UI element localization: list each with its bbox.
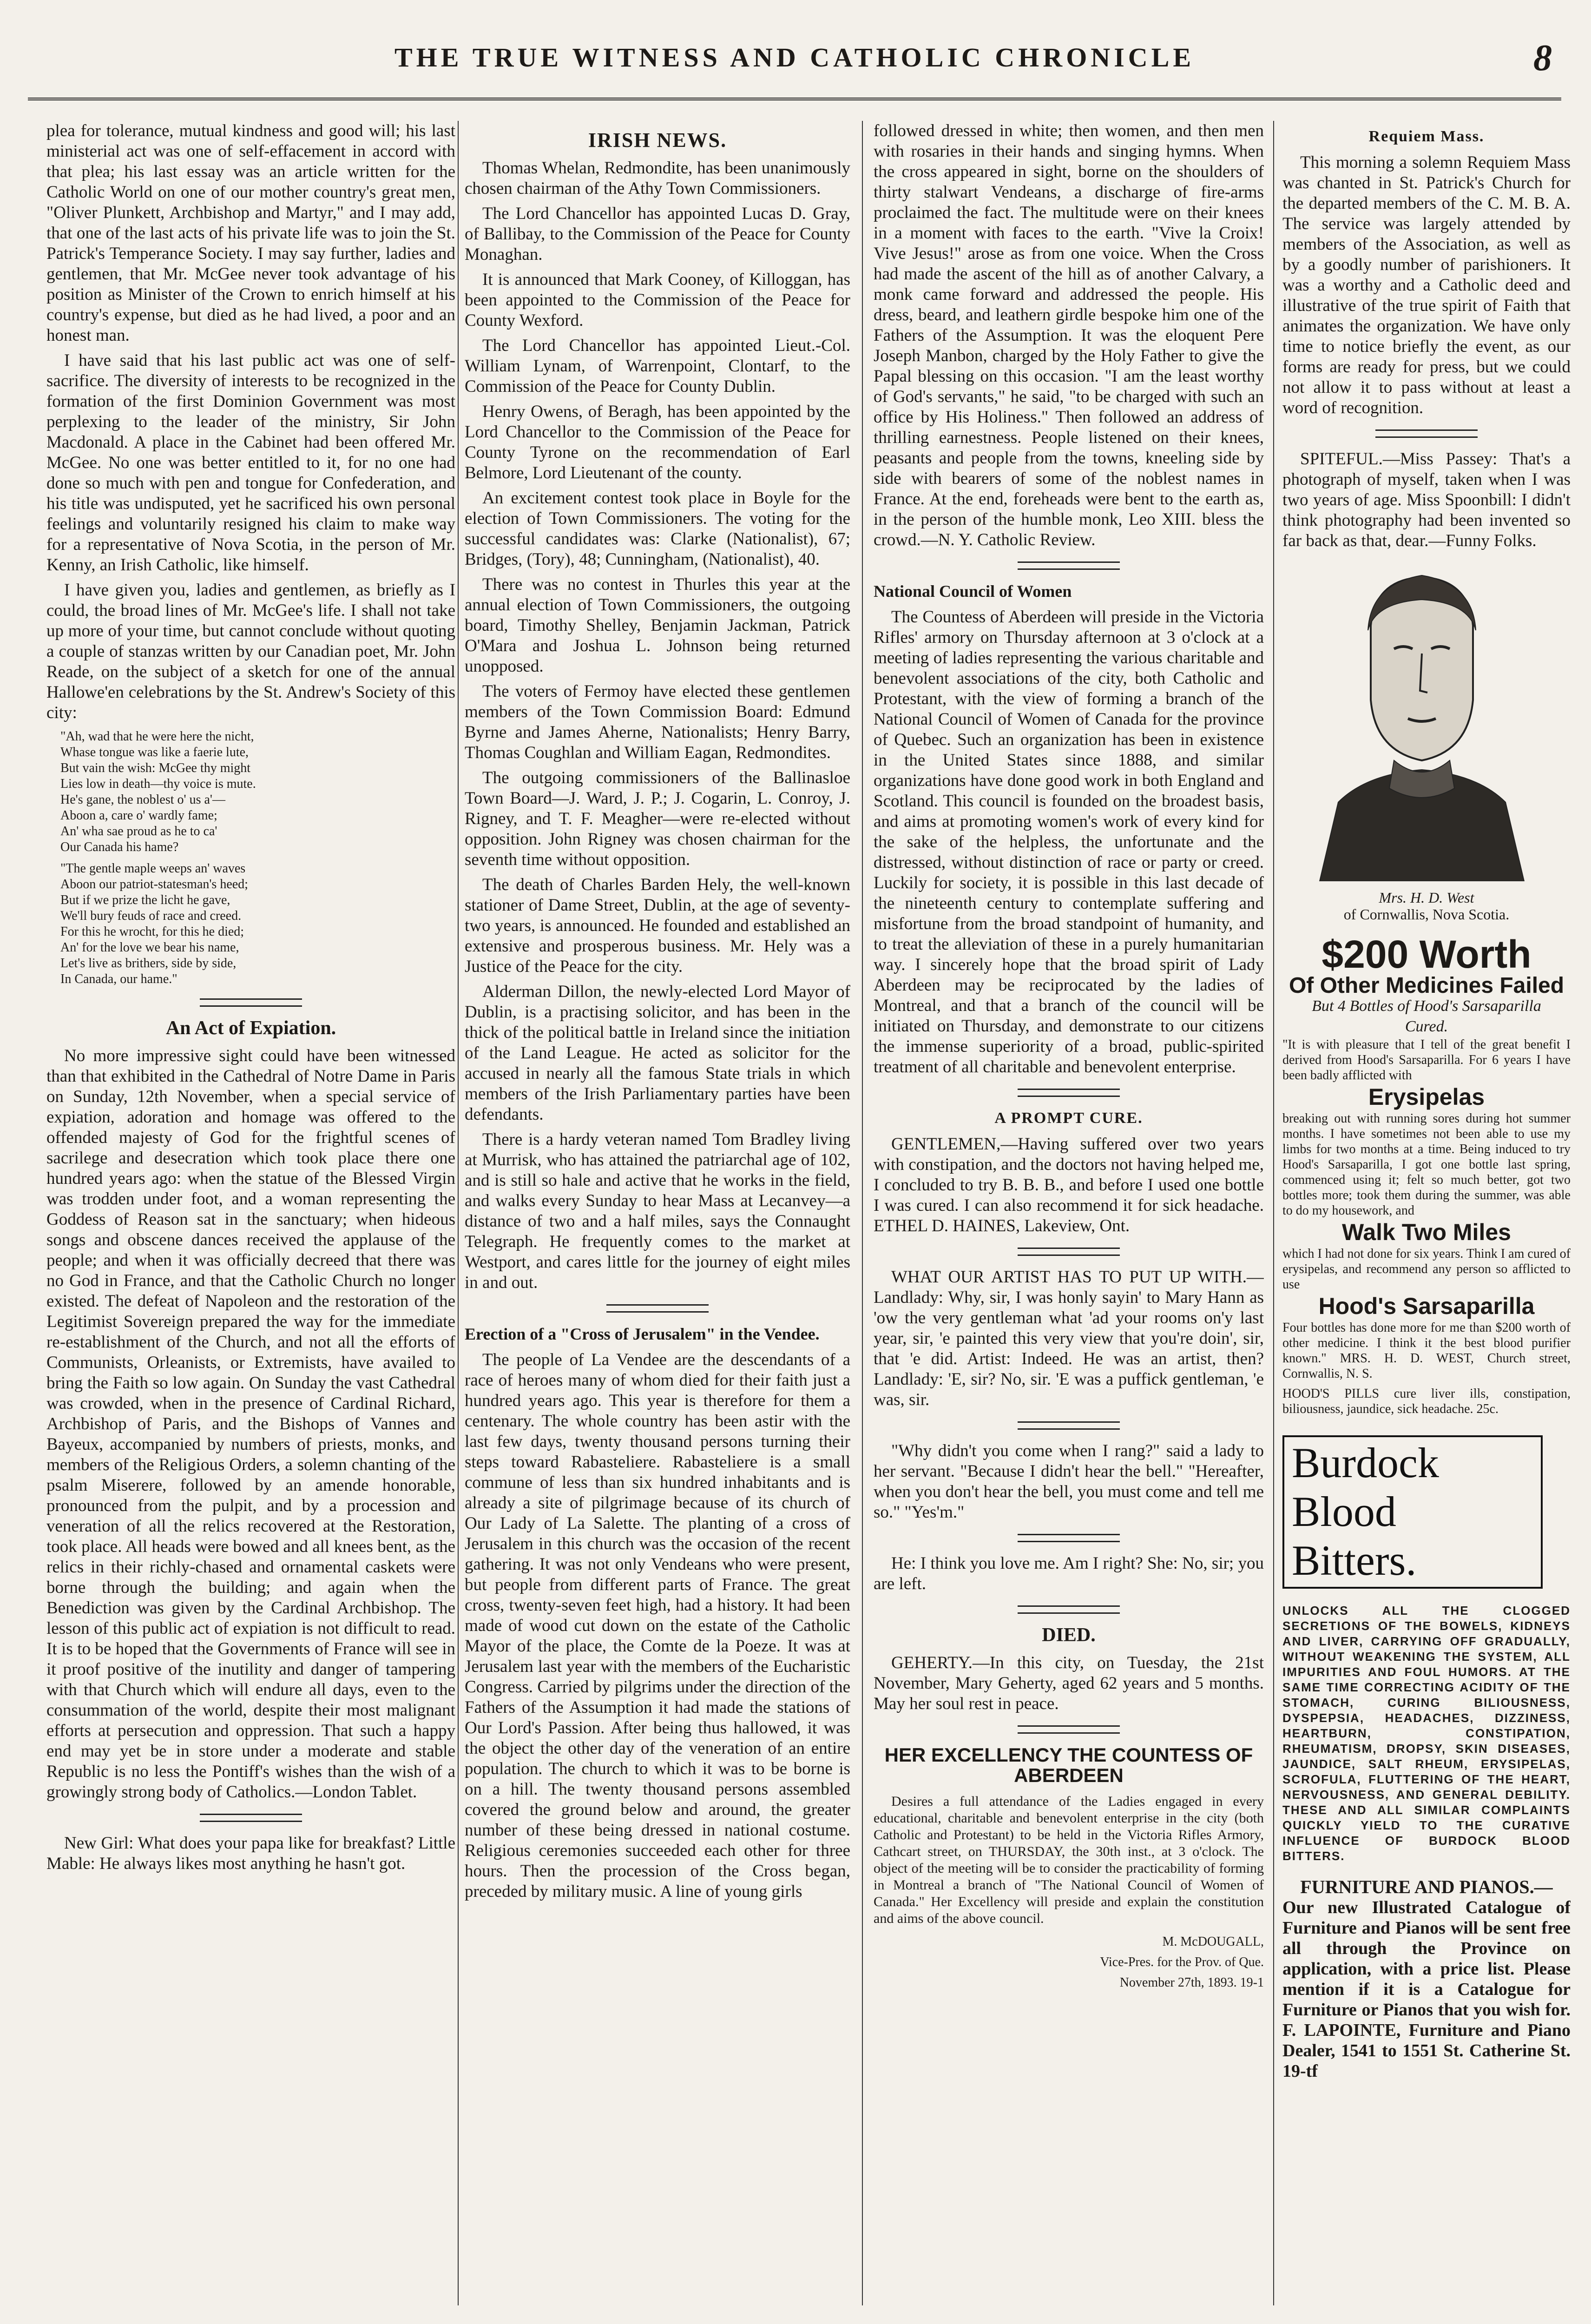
newspaper-title: THE TRUE WITNESS AND CATHOLIC CHRONICLE [394,42,1195,73]
article-paragraph: SPITEFUL.—Miss Passey: That's a photograph of myself, taken when I was two years of age. Miss Spoonbill: I didn't think photography had been invented so far back as that, dear.—Funny Folks. [1282,449,1571,550]
furniture-ad [1282,1877,1571,2081]
ad-heading: Erysipelas [1368,1084,1485,1110]
svg-text:Blood [1292,1488,1396,1535]
article-paragraph: New Girl: What does your papa like for breakfast? Little Mable: He always likes most anything he hasn't got. [46,1834,455,1873]
ad-paragraph: which I had not done for six years. Think I am cured of erysipelas, and recommend any person so afflicted to use [1282,1247,1571,1292]
section-divider [606,1304,709,1313]
news-item: There is a hardy veteran named Tom Bradley living at Murrisk, who has attained the patriarchal age of 102, and is still so hale and active that he works in the field, and walks every Sunday to hear Mass at Lecanvey—a distance of two and a half miles, says the Connaught Telegraph. He frequently comes to the market at Westport, and cares little for the journey of eight miles in and out. [465,1130,850,1292]
news-item: The death of Charles Barden Hely, the well-known stationer of Dame Street, Dublin, at the age of seventy-two years, is announced. He founded and established an extensive and prosperous business. Mr. Hely was a Justice of the Peace for the city. [465,875,850,976]
article-heading: An Act of Expiation. [165,1017,336,1039]
column-2 [465,121,850,2324]
signature: M. McDOUGALL, [1162,1934,1264,1949]
section-divider [1018,1248,1120,1256]
article-heading: National Council of Women [874,582,1072,601]
signature: November 27th, 1893. 19-1 [1119,1975,1264,1990]
ad-subheadline: Of Other Medicines Failed [1289,973,1565,998]
ad-heading: A PROMPT CURE. [994,1109,1143,1127]
section-divider [1018,1605,1120,1614]
ad-headline: $200 Worth [1321,932,1532,976]
section-divider [1018,1089,1120,1097]
ad-heading: Hood's Sarsaparilla [1318,1293,1535,1319]
article-paragraph: The people of La Vendee are the descendants of a race of heroes many of whom died for their faith just a hundred years ago. This year is therefore for them a centenary. The whole country has been astir with the last few days, twenty thousand persons turning their steps toward Rabasteliere. Rabasteliere is a small commune of less than six hundred inhabitants and is already a site of pilgrimage because of its church of Our Lady of La Salette. The planting of a cross of Jerusalem in this church was the occasion of the recent gathering. It was not only Vendeans who were present, but people from different parts of France. The great cross, twenty-seven feet high, had a history. It had been made of wood cut down on the estate of the Catholic Mayor of the place, the Comte de la Poeze. It was at Jerusalem last year with the members of the Eucharistic Congress. Carried by pilgrims under the direction of the Fathers of the Assumption it had made the stations of Our Lord's Passion. After being thus hallowed, it was the object the other day of the veneration of an entire population. The church to which it was to be borne is on a hill. The twenty thousand persons assembled covered the ground below and around, the greater number of these being dressed in national costume. Religious ceremonies succeeded each other for three hours. Then the procession of the Cross began, preceded by military music. A line of young girls [465,1350,850,1901]
section-divider [1018,1421,1120,1430]
news-item: The Lord Chancellor has appointed Lucas D. Gray, of Ballibay, to the Commission of the Peace for County Monaghan. [465,204,850,264]
column-rule [1273,121,1274,2305]
ad-tagline: But 4 Bottles of Hood's Sarsaparilla [1312,997,1541,1015]
news-item: There was no contest in Thurles this year at the annual election of Town Commissioners, the outgoing board, Timothy Shelley, Benjamin Jackman, Patrick O'Mara and Joshua L. Johnson being returned unopposed. [465,575,850,676]
article-paragraph: WHAT OUR ARTIST HAS TO PUT UP WITH.—Landlady: Why, sir, I was honly sayin' to Mary Hann as 'ow the very gentleman what 'ad your rooms on'y last year, sir, 'e painted this very view that you're doin', sir, that 'e did. Artist: Indeed. He was an artist, then? Landlady: 'E, sir? No, sir. 'E was a puffick gentleman, 'e was, sir. [874,1268,1264,1409]
ad-paragraph: HOOD'S PILLS cure liver ills, constipation, biliousness, jaundice, sick headache. 25c. [1282,1386,1571,1416]
ad-heading: FURNITURE AND PIANOS.— [1300,1876,1553,1897]
ad-paragraph: Four bottles has done more for me than $200 worth of other medicine. I think it the best blood purifier known." MRS. H. D. WEST, Church street, Cornwallis, N. S. [1282,1320,1571,1381]
masthead [28,23,1561,100]
section-divider [1018,1725,1120,1734]
news-item: The outgoing commissioners of the Ballinasloe Town Board—J. Ward, J. P.; J. Cogarin, L. Conroy, J. Rigney, and T. F. Meagher—were re-elected without opposition. John Rigney was chosen chairman for the seventh time without opposition. [465,768,850,869]
portrait-engraving [1282,561,1561,881]
logo-line: Bitters. [1292,1537,1417,1584]
section-divider [200,998,302,1007]
ad-paragraph: UNLOCKS ALL THE CLOGGED SECRETIONS OF THE BOWELS, KIDNEYS AND LIVER, CARRYING OFF GRADUALLY, WITHOUT WEAKENING THE SYSTEM, ALL IMPURITIES AND FOUL HUMORS. AT THE SAME TIME CORRECTING ACIDITY OF THE STOMACH, CURING BILIOUSNESS, DYSPEPSIA, HEADACHES, DIZZINESS, HEARTBURN, CONSTIPATION, RHEUMATISM, DROPSY, SKIN DISEASES, JAUNDICE, SALT RHEUM, ERYSIPELAS, SCROFULA, FLUTTERING OF THE HEART, NERVOUSNESS, AND GENERAL DEBILITY. THESE AND ALL SIMILAR COMPLAINTS QUICKLY YIELD TO THE CURATIVE INFLUENCE OF BURDOCK BLOOD BITTERS. [1282,1604,1571,1863]
article-heading: Requiem Mass. [1368,128,1485,145]
signature: Vice-Pres. for the Prov. of Que. [1100,1955,1264,1969]
news-item: It is announced that Mark Cooney, of Killoggan, has been appointed to the Commission of the Peace for County Wexford. [465,270,850,330]
article-paragraph: The Countess of Aberdeen will preside in the Victoria Rifles' armory on Thursday afternoon at 3 o'clock at a meeting of ladies representing the various charitable and benevolent associations of the city, both Catholic and Protestant, with the view of forming a branch of the National Council of Women of Canada for the province of Quebec. Such an organization has been in existence in the United States since 1888, and similar organizations have done good work in both England and Scotland. This council is founded on the broadest basis, and aims at promoting women's work of every kind for the sake of the helpless, the unfortunate and the distressed, without distinction of race or party or creed. Luckily for society, it is possible in this last decade of the nineteenth century to contemplate suffering and misfortune from the broad standpoint of humanity, and to treat the alleviation of these in a purely humanitarian way. I sincerely hope that the broad spirit of Lady Aberdeen may be reciprocated by the ladies of Montreal, and that a branch of the council will be initiated on Thursday, and demonstrate to our citizens the immense superiority of a broad, public-spirited treatment of all charitable and benevolent enterprise. [874,607,1264,1076]
logo-line: Blood [1292,1488,1396,1535]
ad-tagline: Cured. [1405,1018,1448,1035]
article-heading: Erection of a "Cross of Jerusalem" in the Vendee. [465,1325,820,1343]
logo-line: Burdock [1292,1439,1439,1486]
ad-paragraph: "It is with pleasure that I tell of the great benefit I derived from Hood's Sarsaparilla. For 6 years I have been badly afflicted with [1282,1037,1571,1083]
notice-heading: HER EXCELLENCY THE COUNTESS OF ABERDEEN [884,1744,1253,1786]
page-number: 8 [1533,38,1552,79]
poem-stanza: "Ah, wad that he were here the nicht, Whase tongue was like a faerie lute, But vain the wish: McGee thy might Lies low in death—thy voice is mute. He's gane, the noblest o' us a'— Aboon a, care o' wardly fame; An' wha sae proud as he to ca' Our Canada his hame? [60,729,256,854]
column-rule [862,121,863,2305]
section-divider [1375,429,1478,438]
column-rule [458,121,459,2305]
article-paragraph: I have given you, ladies and gentlemen, as briefly as I could, the broad lines of Mr. McGee's life. I shall not take up more of your time, but cannot conclude without quoting a couple of stanzas written by our Canadian poet, Mr. John Reade, on the subject of a sketch for one of the annual Hallowe'en celebrations by the St. Andrew's Society of this city: [46,581,455,722]
article-paragraph: He: I think you love me. Am I right? She: No, sir; you are left. [874,1554,1264,1593]
ad-paragraph: GENTLEMEN,—Having suffered over two years with constipation, and the doctors not having helped me, I concluded to try B. B. B., and before I used one bottle I was cured. I can also recommend it for sick headache. ETHEL D. HAINES, Lakeview, Ont. [874,1135,1264,1235]
notice-paragraph: Desires a full attendance of the Ladies engaged in every educational, charitable and benevolent enterprise in the city (both Catholic and Protestant) to be held in the Victoria Rifles Armory, Cathcart street, on THURSDAY, the 30th inst., at 3 o'clock. The object of the meeting will be to consider the practicability of forming in Montreal a branch of "The National Council of Women of Canada." Her Excellency will preside and explain the constitution and aims of the above council. [874,1794,1264,1926]
article-paragraph: This morning a solemn Requiem Mass was chanted in St. Patrick's Church for the departed members of the C. M. B. A. The service was largely attended by members of the Association, as well as by a goodly number of parishioners. It was a worthy and a Catholic deed and illustrative of the true spirit of Faith that animates the organization. We have only time to notice briefly the event, as our forms are ready for press, but we could not allow it to pass without at least a word of recognition. [1282,153,1571,417]
news-item: Alderman Dillon, the newly-elected Lord Mayor of Dublin, is a practising solicitor, and has been in the thick of the political battle in Ireland since the initiation of the Land League. He acted as solicitor for the accused in nearly all the famous State trials in which members of the Irish Parliamentary parties have been defendants. [465,982,850,1124]
portrait-caption: Mrs. H. D. West [1379,889,1474,906]
ad-paragraph: Our new Illustrated Catalogue of Furniture and Pianos will be sent free all through the Province on application, with a price list. Please mention if it is a Catalogue for Furniture or Pianos that you wish for. F. LAPOINTE, Furniture and Piano Dealer, 1541 to 1551 St. Catherine St. 19-tf [1282,1898,1571,2081]
article-paragraph: I have said that his last public act was one of self-sacrifice. The diversity of interests to be recognized in the formation of the first Dominion Government was most perplexing to the leader of the ministry, Sir John Macdonald. A place in the Cabinet had been offered Mr. McGee. No one was better entitled to it, for no one had done so much with pen and tongue for Confederation, and his title was undisputed, yet he sacrificed his own personal feelings and voluntarily resigned his claim to make way for a representative of Nova Scotia, in the person of Mr. Kenny, an Irish Catholic, like himself. [46,351,455,574]
portrait-caption: of Cornwallis, Nova Scotia. [1343,906,1510,923]
column-4 [1282,121,1571,2324]
article-paragraph: followed dressed in white; then women, and then men with rosaries in their hands and singing hymns. When the cross appeared in sight, borne on the shoulders of thirty stalwart Vendeans, a discharge of fire-arms proclaimed the fact. The multitude were on their knees in a moment with faces to the earth. "Vive la Croix! Vive Jesus!" arose as from one voice. When the Cross had made the ascent of the hill as of another Calvary, a monk came forward and addressed the people. His dress, beard, and leathern girdle bespoke him one of the Fathers of the Assumption. It was the eloquent Pere Joseph Manbon, charged by the Holy Father to give the Papal blessing on this occasion. "I am the least worthy of God's servants," he said, "to be charged with such an office by His Holiness." Then followed an address of thrilling earnestness. People listened on their knees, peasants and people from the towns, kneeling side by side with bearers of some of the noblest names in France. At the end, foreheads were bent to the earth as, in the person of the humble monk, Leo XIII. bless the crowd.—N. Y. Catholic Review. [874,121,1264,549]
article-paragraph: "Why didn't you come when I rang?" said a lady to her servant. "Because I didn't hear the bell." "Hereafter, when you don't hear the bell, you must come and tell me so." "Yes'm." [874,1441,1264,1522]
news-item: The voters of Fermoy have elected these gentlemen members of the Town Commission Board: Edmund Byrne and James Aherne, Nationalists; Henry Barry, Thomas Coughlan and William Eagan, Redmondites. [465,682,850,762]
ad-heading: Walk Two Miles [1342,1219,1511,1245]
burdock-blood-bitters-logo [1282,1435,1543,1589]
article-paragraph: plea for tolerance, mutual kindness and good will; his last ministerial act was one of self-effacement in accord with that plea; his last essay was an article written for the Catholic World on one of our mother country's great men, "Oliver Plunkett, Archbishop and Martyr," and I may add, that one of the last acts of his private life was to join the St. Patrick's Temperance Society. I may say further, ladies and gentlemen, that Mr. McGee never took advantage of his position as Minister of the Crown to enrich himself at his country's expense, but died as he had lived, a poor and an honest man. [46,121,455,345]
section-divider [1018,561,1120,570]
section-divider [200,1814,302,1822]
section-divider [1018,1534,1120,1542]
news-item: An excitement contest took place in Boyle for the election of Town Commissioners. The voting for the successful candidates was: Clarke (Nationalist), 67; Bridges, (Tory), 48; Cunningham, (Nationalist), 40. [465,489,850,569]
svg-text:Burdock [1292,1439,1439,1486]
news-item: Henry Owens, of Beragh, has been appointed by the Lord Chancellor to the Commission of the Peace for County Tyrone on the recommendation of Earl Belmore, Lord Lieutenant of the county. [465,402,850,482]
news-item: Thomas Whelan, Redmondite, has been unanimously chosen chairman of the Athy Town Commissioners. [465,158,850,198]
column-1 [46,121,455,2324]
article-paragraph: No more impressive sight could have been witnessed than that exhibited in the Cathedral of Notre Dame in Paris on Sunday, 12th November, when a special service of expiation, adoration and homage was offered to the offended majesty of God for the frightful scenes of sacrilege and desecration which took place there one hundred years ago: when the statue of the Blessed Virgin was trodden under foot, and a woman representing the Goddess of Reason sat in the sanctuary; when hideous songs and obscene dances received the applause of the people; and when it was officially decreed that there was no God in France, and that the Catholic Church no longer existed. The defeat of Napoleon and the restoration of the Legitimist Sovereign prepared the way for the immediate re-establishment of the Church, and not all the efforts of Communists, Orleanists, or Extremists, have availed to bring the Faith so low again. On Sunday the vast Cathedral was crowded, when in the presence of Cardinal Richard, Archbishop of Paris, and the Bishops of Vannes and Bayeux, accompanied by numbers of priests, monks, and members of the Religious Orders, a solemn chanting of the psalm Miserere, followed by an amende honorable, pronounced from the pulpit, and by a procession and veneration of all the relics recovered at the Restoration, took place. All heads were bowed and all knees bent, as the relics in their richly-chased and ornamental caskets were borne through the building; and again when the Benediction was given by the Cardinal Archbishop. The lesson of this public act of expiation is not difficult to read. It is to be hoped that the Governments of France will see in it proof positive of the inutility and danger of tampering with that Church which will endure all days, even to the consummation of the world, despite their most malignant efforts at persecution and oppression. That such a happy end may yet be in store under a moderate and stable Republic is no less the Pontiff's wishes than the wish of a growingly strong body of Catholics.—London Tablet. [46,1046,455,1802]
poem-stanza: "The gentle maple weeps an' waves Aboon our patriot-statesman's heed; But if we prize the licht he gave, We'll bury feuds of race and creed. For this he wrocht, for this he died; An' for the love we bear his name, Let's live as brithers, side by side, In Canada, our hame." [60,861,248,986]
column-3 [874,121,1264,2324]
notice-heading: DIED. [1042,1624,1096,1646]
notice-paragraph: GEHERTY.—In this city, on Tuesday, the 21st November, Mary Geherty, aged 62 years and 5 months. May her soul rest in peace. [874,1653,1264,1713]
section-heading-irish-news: IRISH NEWS. [588,129,727,152]
ad-paragraph: breaking out with running sores during hot summer months. I have sometimes not been able to use my limbs for two months at a time. Being induced to try Hood's Sarsaparilla, I got one bottle last spring, commenced using it; felt so much better, got two bottles more; took them during the summer, was able to do my housework, and [1282,1111,1571,1218]
news-item: The Lord Chancellor has appointed Lieut.-Col. William Lynam, of Warrenpoint, Clontarf, to the Commission of the Peace for County Dublin. [465,336,850,396]
svg-text:Bitters. [1292,1537,1416,1584]
